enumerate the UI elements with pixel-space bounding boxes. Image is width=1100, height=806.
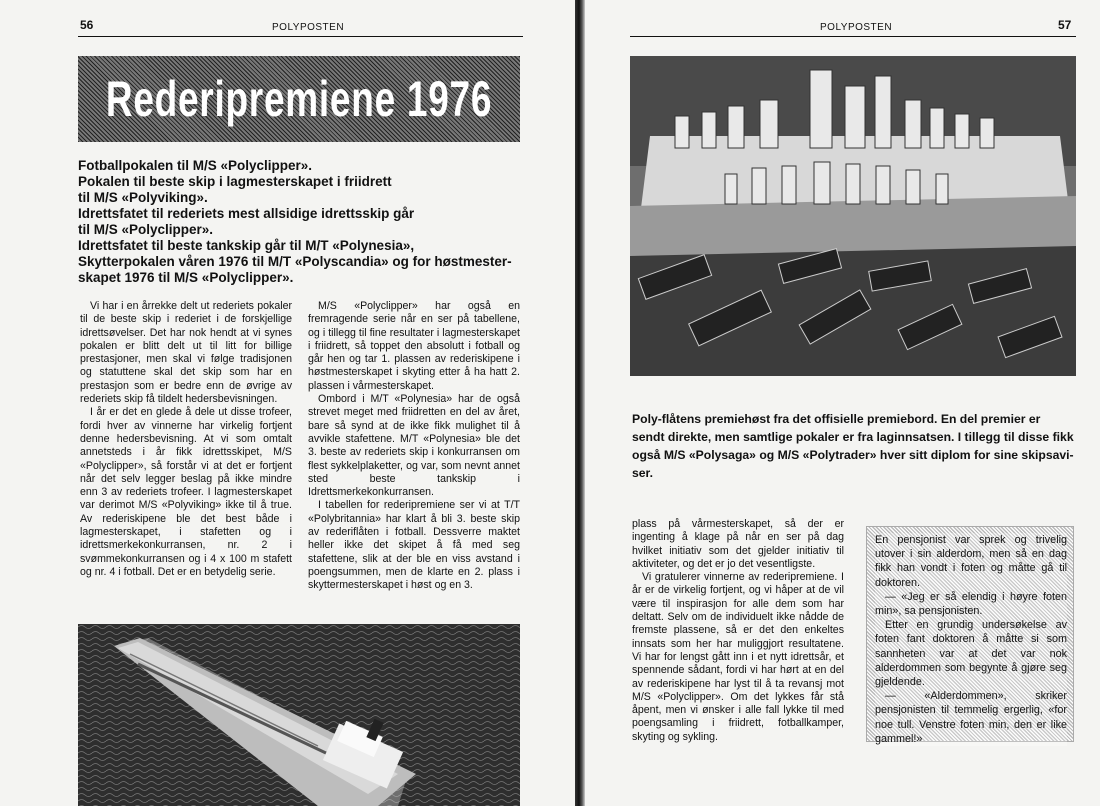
paragraph: En pensjonist var sprek og trivelig utover i sin alderdom, men så en dag fikk han vondt i foten og måtte gå til doktoren. <box>875 534 1067 589</box>
intro-line: Fotballpokalen til M/S «Polyclipper». <box>78 158 313 173</box>
intro-line: til M/S «Polyclipper». <box>78 222 214 237</box>
photo-caption <box>632 410 1074 482</box>
paragraph: I år er det en glede å dele ut disse trofeer, fordi hver av vinnerne har virkelig fortjent denne hedersbevisning. At vi som omtalt annetsteds i år fikk idrettsskipet, M/S «Polyclipper», så forstår vi at det er fortjent når det selv legger beslag på ikke mindre enn 3 av rederiets trofeer. I lagmesterskapet var derimot M/S «Polyviking» ikke til å true. Av rederiskipene ble det best både i lagmesterskapet, i stafetten og i idrettsmerkekonkurransen, nr. 2 i svømmekonkurransen og i 4 x 100 m stafett og nr. 4 i fotball. Det er en betydelig serie. <box>80 406 292 578</box>
tanker-ship-illustration <box>78 624 520 806</box>
paragraph: Etter en grundig undersøkelse av foten fant doktoren å måtte si som sannheten var at det var nok alderdommen som begynte å gjøre seg gjeldende. <box>875 619 1067 689</box>
paragraph: I tabellen for rederipremiene ser vi at T/T «Polybritannia» har klart å bli 3. beste skip av rederiflåten i fotball. Dessverre maktet heller ikke det skipet å få med seg stafettene, slik at der ble en viss avstand i poengsummen, men de klarte en 2. plass i skyttermesterskapet i høst og en 3. <box>308 499 520 592</box>
paragraph: — «Jeg er så elendig i høyre foten min», sa pensjonisten. <box>875 590 1067 618</box>
intro-line: Idrettsfatet til beste tankskip går til M/T «Polynesia», <box>78 238 415 253</box>
intro-summary <box>78 158 526 286</box>
caption-line: ser. <box>632 466 654 480</box>
running-head: POLYPOSTEN <box>272 22 345 33</box>
running-head: POLYPOSTEN <box>820 22 893 33</box>
article-column-3 <box>632 518 844 744</box>
anecdote-box <box>866 526 1074 745</box>
intro-line: til M/S «Polyviking». <box>78 190 208 205</box>
page-number: 56 <box>80 18 94 32</box>
intro-line: Skytterpokalen våren 1976 til M/T «Polyscandia» og for høstmester- <box>78 254 512 269</box>
headline: Rederipremiene 1976 <box>105 71 493 127</box>
anecdote-text <box>875 533 1067 746</box>
intro-line: Idrettsfatet til rederiets mest allsidige idrettsskip går <box>78 206 415 221</box>
tanker-ship-photo <box>78 624 520 806</box>
caption-line: sendt direkte, men samtlige pokaler er fra laginnsatsen. I tillegg til disse fikk <box>632 430 1074 444</box>
caption-line: også M/S «Polysaga» og M/S «Polytrader» hver sitt diplom for sine skipsavi- <box>632 448 1074 462</box>
headline-banner <box>78 56 520 142</box>
paragraph: plass på vårmesterskapet, så der er ingenting å klage på når en ser på dag hvilket initiativ som det gjelder initiativ til aktiviteter, og det er jo det vesentligste. <box>632 518 844 570</box>
article-column-2 <box>308 300 520 593</box>
caption-line: Poly-flåtens premiehøst fra det offisielle premiebord. En del premier er <box>632 412 1041 426</box>
paragraph: Ombord i M/T «Polynesia» har de også strevet meget med friidretten en del av året, bare så synd at de ikke fikk mulighet til å avvikle stafettene. M/T «Polynesia» ble det 3. beste av rederiets skip i konkurransen om flest sykkelplaketter, og var, som nevnt annet sted beste tankskip i Idrettsmerkekonkurransen. <box>308 393 520 499</box>
paragraph: M/S «Polyclipper» har også en fremragende serie når en ser på tabellene, og i tillegg til fine resultater i lagmesterskapet i friidrett, så toppet den absolutt i fotball og går hen og tar 1. plassen av rederiskipene i høstmesterskapet i skyting etter å ha hatt 2. plassen i vårmesterskapet. <box>308 300 520 392</box>
trophy-table-photo <box>630 56 1076 376</box>
page-number: 57 <box>1058 18 1072 32</box>
article-column-1 <box>80 300 292 579</box>
book-gutter <box>575 0 585 806</box>
header-rule <box>630 36 1076 37</box>
intro-line: Pokalen til beste skip i lagmesterskapet i friidrett <box>78 174 392 189</box>
trophy-display-illustration <box>630 56 1076 376</box>
header-rule <box>78 36 523 37</box>
paragraph: Vi har i en årrekke delt ut rederiets pokaler til de beste skip i rederiet i de forskjellige idrettsøvelser. Det har nok hendt at vi synes pokalen er blitt delt ut til litt for billige prestasjoner, men skal vi følge tradisjonen og statuttene skal det skip som har en prestasjon som er bedre enn de øvrige av rederiets skip få tildelt hedersbevisningen. <box>80 300 292 406</box>
paragraph: Vi gratulerer vinnerne av rederipremiene. I år er de virkelig fortjent, og vi håper at de vil være til inspirasjon for alle dem som har deltatt. Selv om de individuelt ikke nådde de fremste plassene, så er det den enkeltes innsats som her har muliggjort resultatene. Vi har for lengst gått inn i et nytt idrettsår, et spennende sådant, fordi vi har hørt at en del av rederiskipene har lyst til å ta revansj mot M/S «Polyclipper». Om det lykkes får stå åpent, men vi ønsker i alle fall lykke til med poengsamling i friidrett, fotballkamper, skyting og sykling. <box>632 571 844 743</box>
intro-line: skapet 1976 til M/S «Polyclipper». <box>78 270 294 285</box>
paragraph: — «Alderdommen», skriker pensjonisten til temmelig ergerlig, «for noe tull. Venstre foten min, den er like gammel!» <box>875 690 1067 745</box>
